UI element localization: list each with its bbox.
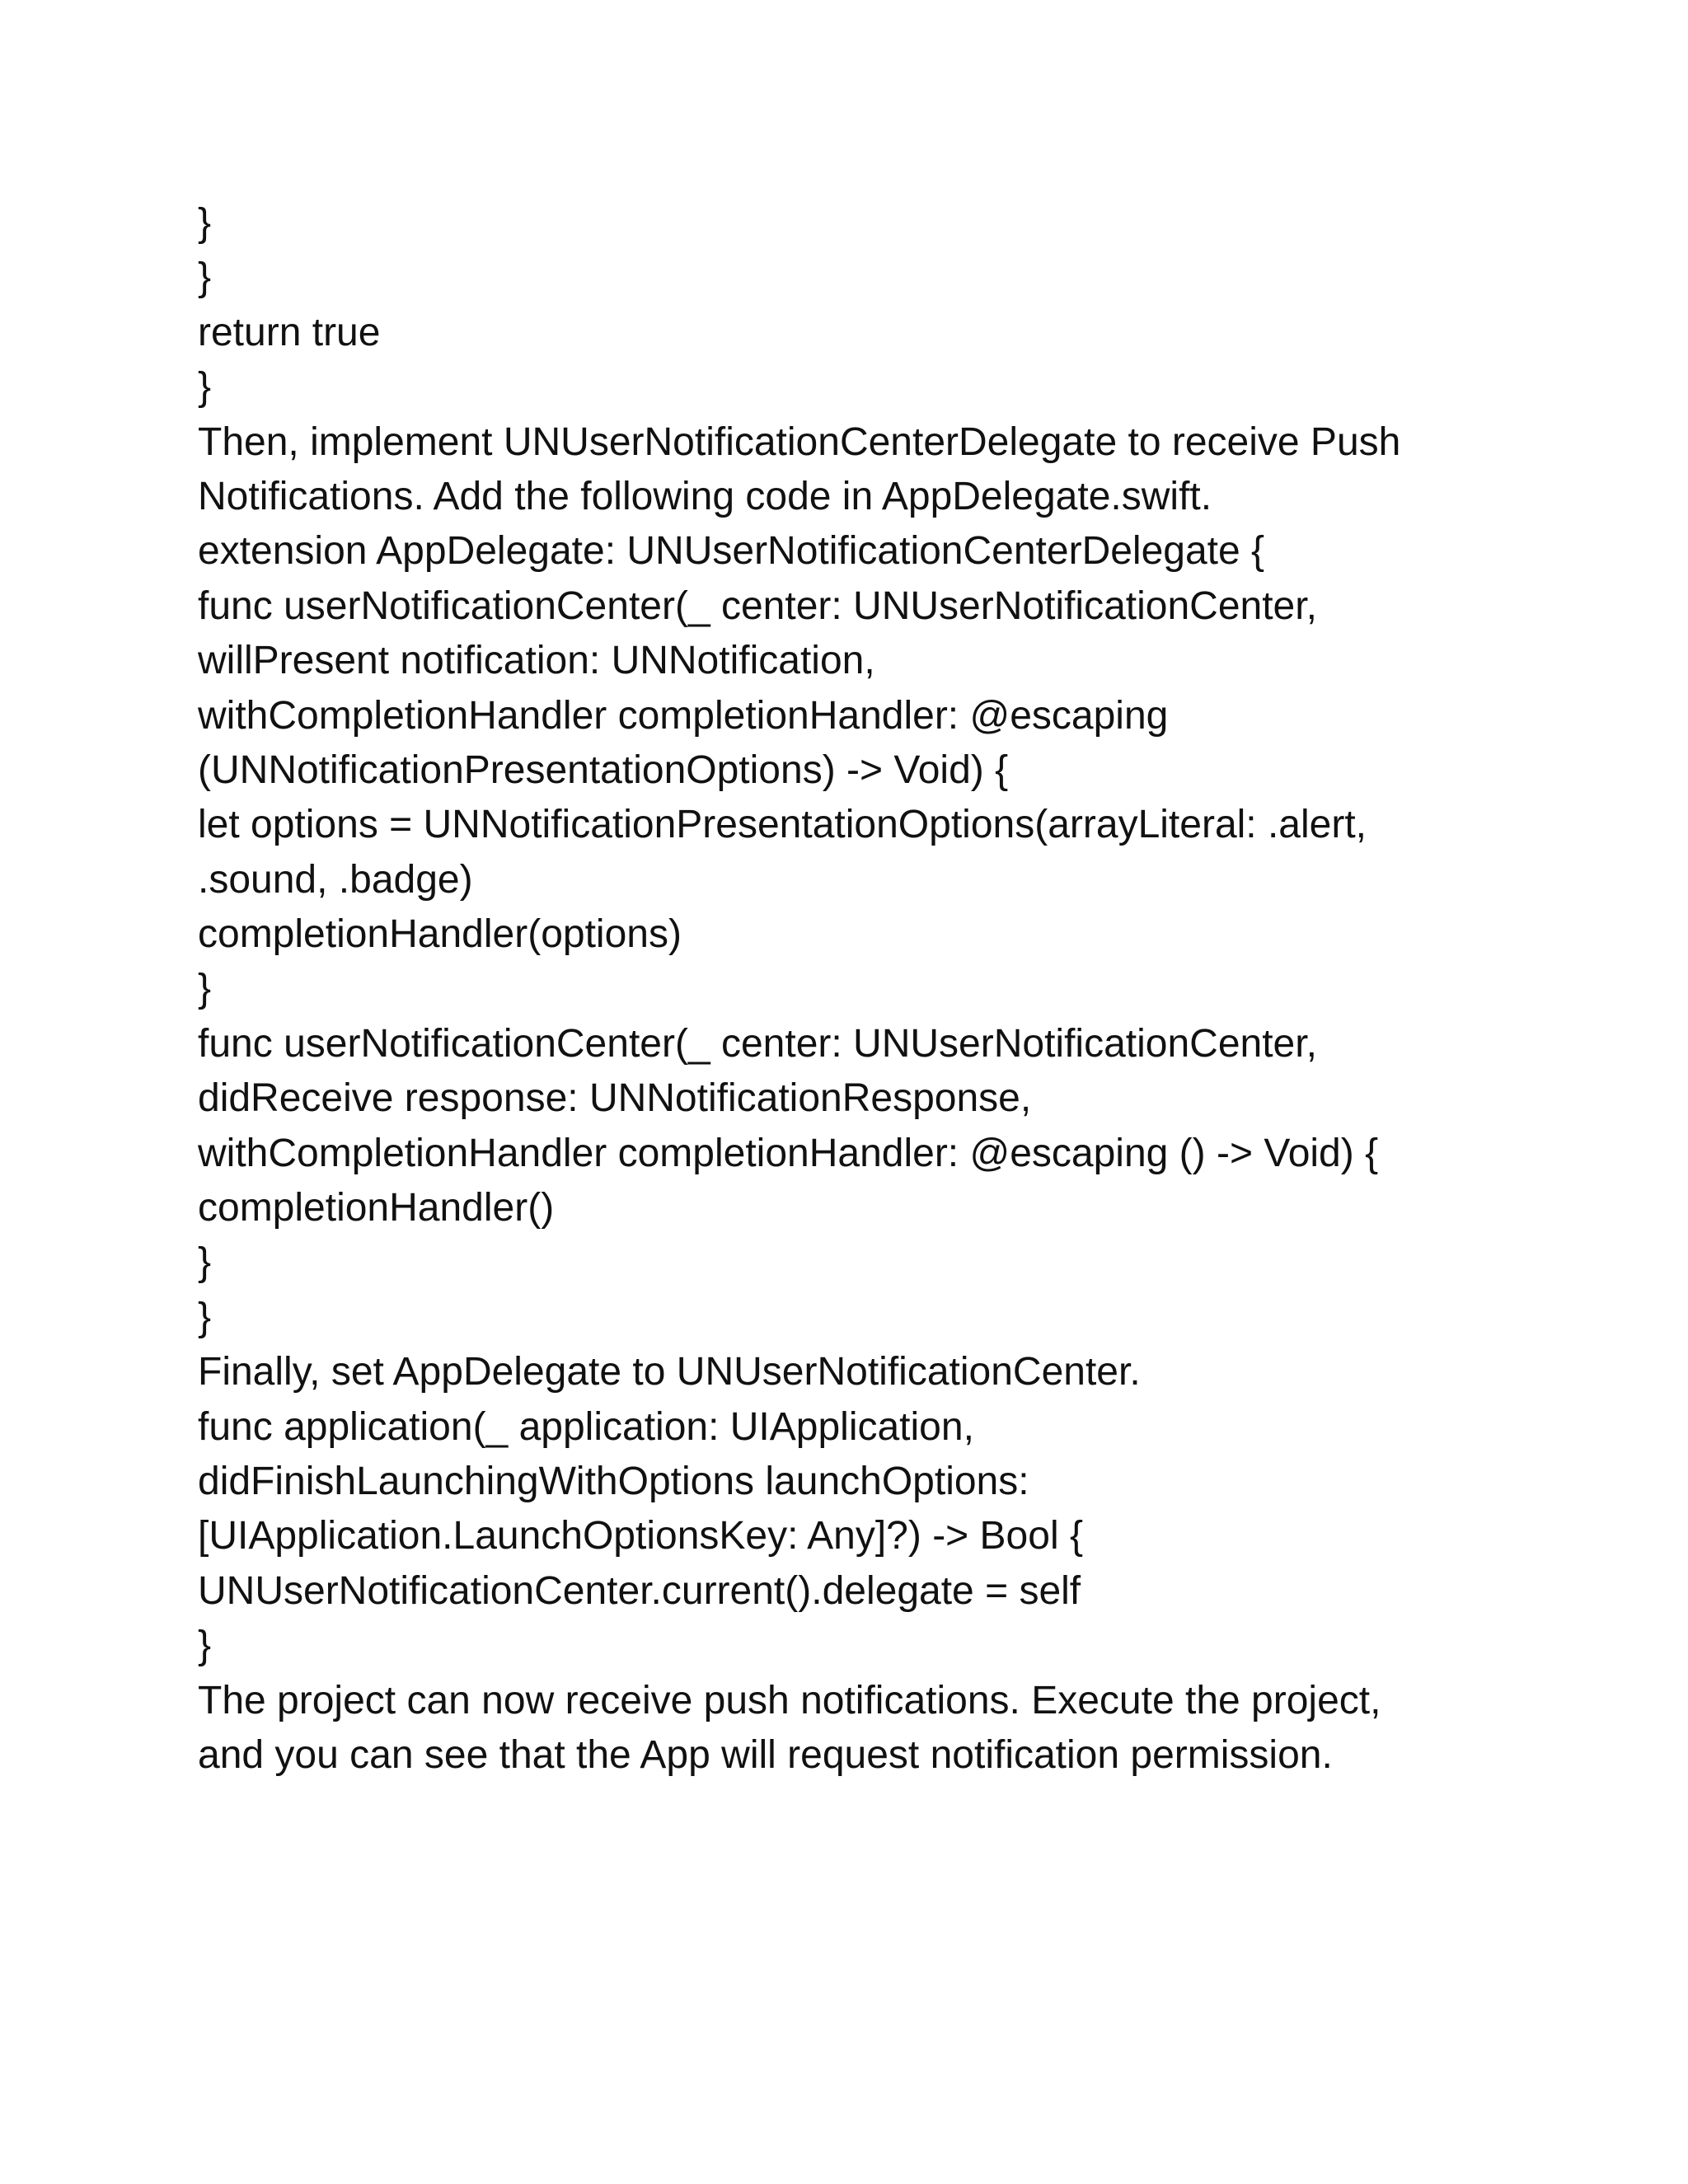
code-line-closing-brace: } xyxy=(198,255,212,300)
paragraph-line: Notifications. Add the following code in AppDelegate.swift. xyxy=(198,474,1212,518)
paragraph-line: and you can see that the App will request notification permission. xyxy=(198,1732,1333,1777)
code-line-closing-brace: } xyxy=(198,201,212,245)
code-line-closing-brace: } xyxy=(198,1624,212,1668)
code-line: didFinishLaunchingWithOptions launchOptions: xyxy=(198,1459,1029,1503)
code-line: didReceive response: UNNotificationResponse, xyxy=(198,1076,1032,1121)
code-line: .sound, .badge) xyxy=(198,857,473,902)
code-line: withCompletionHandler completionHandler: @escaping () -> Void) { xyxy=(198,1131,1379,1175)
paragraph-line: Then, implement UNUserNotificationCenterDelegate to receive Push xyxy=(198,419,1401,464)
code-line-closing-brace: } xyxy=(198,1240,212,1285)
code-line: (UNNotificationPresentationOptions) -> Void) { xyxy=(198,748,1009,792)
code-line: func userNotificationCenter(_ center: UNUserNotificationCenter, xyxy=(198,1021,1317,1066)
code-line-closing-brace: } xyxy=(198,967,212,1011)
code-line: let options = UNNotificationPresentationOptions(arrayLiteral: .alert, xyxy=(198,803,1367,847)
code-line: completionHandler(options) xyxy=(198,912,682,957)
code-line-closing-brace: } xyxy=(198,1295,212,1339)
code-line: extension AppDelegate: UNUserNotificationCenterDelegate { xyxy=(198,529,1265,574)
code-line: withCompletionHandler completionHandler: @escaping xyxy=(198,693,1169,738)
code-line: func application(_ application: UIApplication, xyxy=(198,1404,974,1449)
paragraph-line: Finally, set AppDelegate to UNUserNotificationCenter. xyxy=(198,1350,1141,1394)
code-line: completionHandler() xyxy=(198,1186,555,1230)
code-line: [UIApplication.LaunchOptionsKey: Any]?) -> Bool { xyxy=(198,1514,1083,1558)
code-line: UNUserNotificationCenter.current().delegate = self xyxy=(198,1568,1081,1613)
code-line: func userNotificationCenter(_ center: UNUserNotificationCenter, xyxy=(198,583,1317,628)
code-line-return: return true xyxy=(198,310,381,354)
code-line-closing-brace: } xyxy=(198,365,212,410)
paragraph-line: The project can now receive push notifications. Execute the project, xyxy=(198,1678,1381,1722)
code-line: willPresent notification: UNNotification, xyxy=(198,639,875,683)
document-body xyxy=(198,196,1484,1783)
